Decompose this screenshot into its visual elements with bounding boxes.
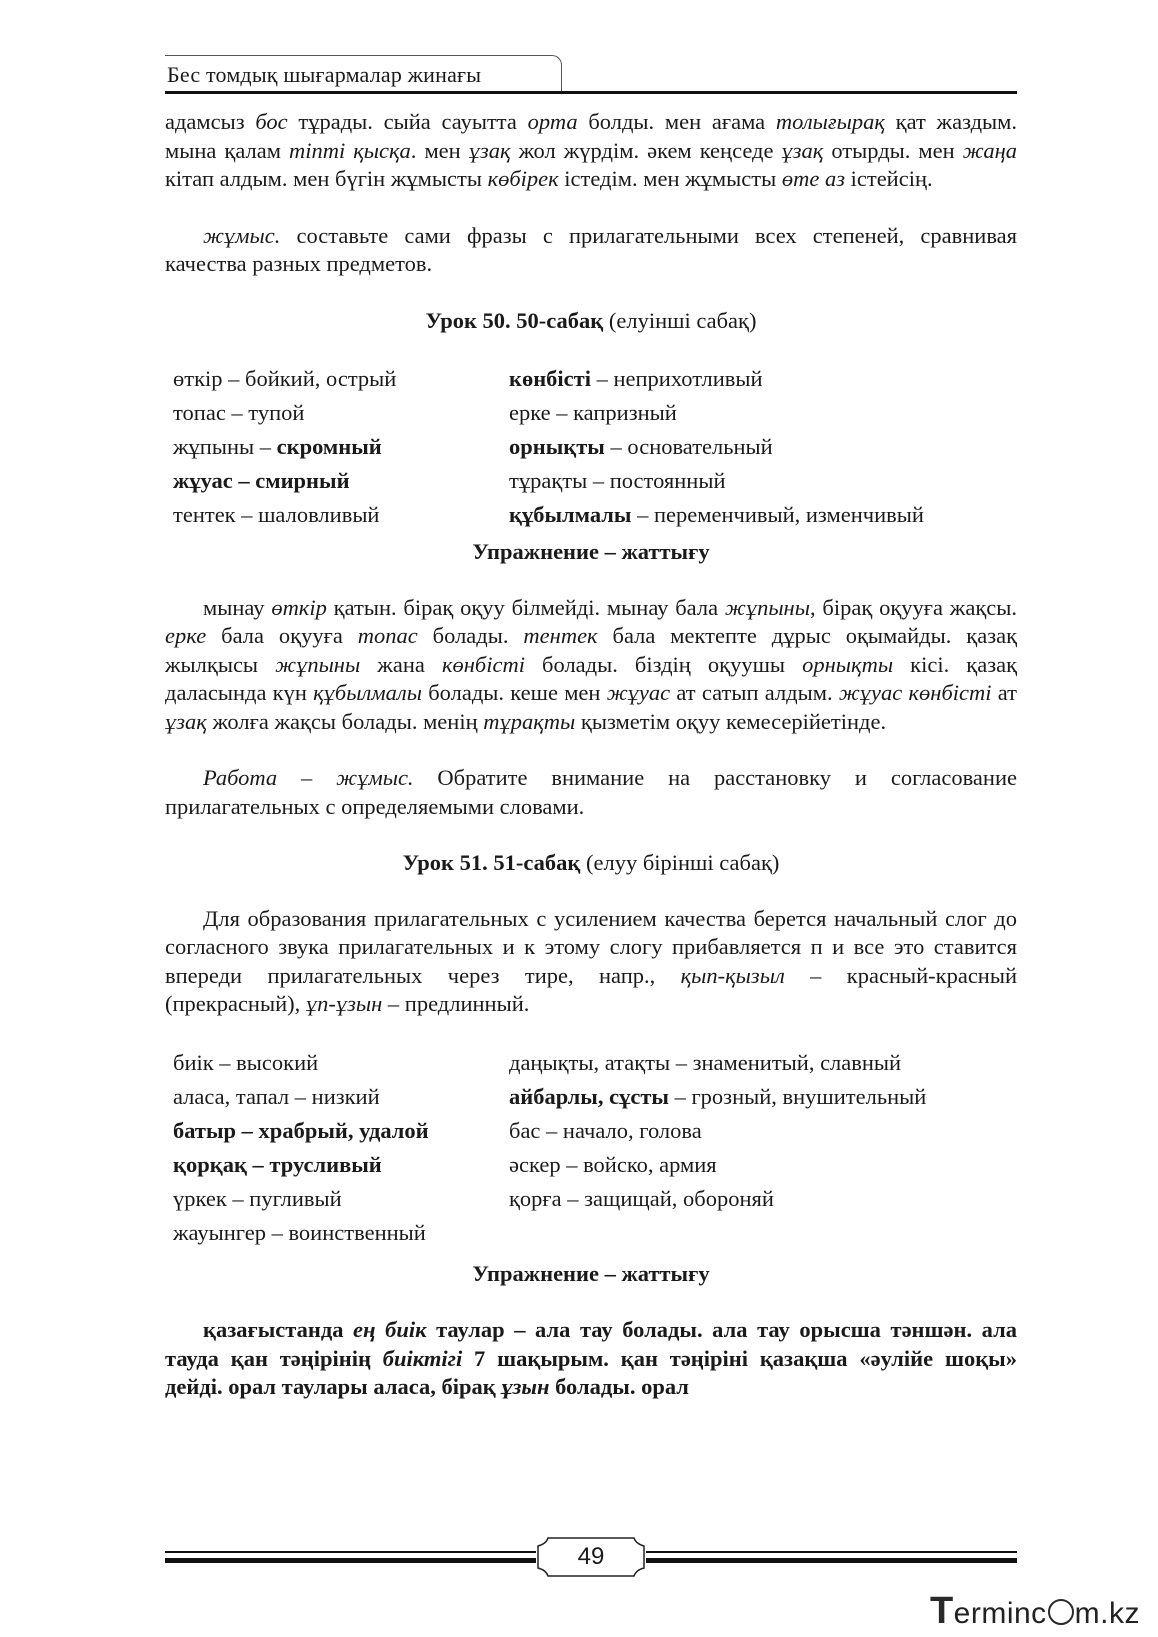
bold-text: жұуас – смирный: [173, 468, 350, 493]
vocab-entry: [509, 1216, 1025, 1250]
text-run: отырды. мен: [823, 137, 963, 163]
footer-rule-right-thin: [646, 1551, 1017, 1553]
lesson-50-heading: [165, 307, 1017, 336]
watermark-part-2: m.kz: [1074, 1597, 1140, 1630]
italic-term: көнбісті: [441, 651, 525, 677]
bold-italic-term: ең биік: [353, 1317, 427, 1342]
text-run: қат жаздым. мына қалам: [165, 109, 1017, 163]
italic-term: тұрақты: [483, 708, 576, 734]
text-run: ат: [991, 680, 1018, 705]
italic-term: өте аз: [781, 166, 845, 191]
vocabulary-list-lesson-50: [165, 362, 1017, 532]
bold-text: орнықты: [509, 434, 605, 459]
page-footer: [165, 1536, 1017, 1580]
text-run: кітап алдым. мен бүгін жұмысты: [165, 166, 488, 191]
text-run: Обратите внимание на расстановку и согласование прилагательных с определяемыми словами.: [165, 765, 1017, 819]
text-run: жана: [360, 651, 442, 677]
text-run: істедім. мен жұмысты: [558, 166, 782, 191]
italic-term: Работа – жұмыс.: [203, 765, 414, 790]
text-run: даңықты, атақты – знаменитый, славный: [509, 1049, 902, 1075]
bold-text: Упражнение – жаттығу: [472, 539, 710, 564]
bold-text: Упражнение – жаттығу: [472, 1260, 710, 1286]
text-run: – переменчивый, изменчивый: [631, 502, 924, 527]
text-run: жұпыны –: [173, 434, 277, 459]
text-run: болды. мен ағама: [577, 109, 776, 134]
text-run: тентек – шаловливый: [173, 502, 380, 527]
text-run: – основательный: [604, 434, 773, 459]
text-run: – предлинный.: [382, 991, 530, 1016]
text-run: қызметім оқуу кемесерійетінде.: [575, 708, 887, 734]
text-run: бас – начало, голова: [509, 1117, 702, 1143]
footer-rule-left-thick: [165, 1558, 536, 1563]
bold-italic-term: биіктігі: [382, 1345, 463, 1371]
text-run: тұрады. сыйа сауытта: [287, 109, 528, 134]
book-title: Бес томдық шығармалар жинағы: [167, 62, 482, 87]
paragraph-intensified-adjectives-rule: [165, 905, 1017, 1019]
text-run: тұрақты – постоянный: [509, 468, 726, 493]
text-run: жол жүрдім. әкем кеңседе: [510, 137, 782, 163]
vocab-entry: [173, 1182, 509, 1216]
bold-text: айбарлы, сұсты: [509, 1083, 669, 1109]
text-run: істейсің.: [845, 166, 933, 191]
text-run: ат сатып алдым.: [670, 680, 839, 705]
text-run: аласа, тапал – низкий: [173, 1083, 380, 1109]
italic-term: көбірек: [487, 166, 559, 191]
italic-term: жұуас көнбісті: [838, 680, 992, 705]
italic-term: жұпыны: [724, 594, 810, 620]
bold-text: 7 шақырым. қан тәңіріні қазақша «әулійе шоқы» дейді. орал таулары аласа, бірақ: [165, 1345, 1017, 1399]
italic-term: ұзақ: [781, 137, 824, 163]
vocab-entry: [509, 1114, 1025, 1148]
vocab-entry: [509, 1046, 1025, 1080]
italic-term: орта: [527, 109, 578, 134]
bold-text: Урок 51. 51-сабақ: [402, 850, 581, 875]
text-run: мынау: [203, 594, 272, 620]
page-number: 49: [577, 1543, 605, 1570]
text-run: – красный-красный (прекрасный),: [165, 962, 1018, 1016]
text-run: болады. кеше мен: [421, 680, 607, 705]
italic-term: тіпті қысқа: [289, 137, 411, 163]
vocab-entry: [509, 396, 1025, 430]
italic-term: өткір: [271, 594, 327, 620]
text-run: составьте сами фразы с прилагательными всех степеней, сравнивая качества разных предметов.: [165, 222, 1017, 276]
footer-rule-left-thin: [165, 1551, 536, 1553]
text-run: бала мектепте дұрыс оқымайды. қазақ жылқысы: [165, 623, 1018, 677]
running-header: [165, 50, 1017, 96]
text-run: (елуу бірінші сабақ): [580, 850, 780, 875]
text-run: болады. біздің оқуушы: [524, 651, 803, 677]
italic-term: топас: [357, 623, 418, 648]
italic-term: ұп-ұзын: [305, 991, 383, 1016]
text-run: – грозный, внушительный: [668, 1083, 927, 1109]
italic-term: жұуас: [606, 680, 671, 705]
watermark-prefix: T: [929, 1590, 954, 1632]
text-run: (елуінші сабақ): [603, 307, 757, 333]
italic-term: ерке: [165, 623, 207, 648]
text-run: үркек – пугливый: [173, 1185, 342, 1211]
vocab-entry: [173, 1148, 509, 1182]
text-run: Для образования прилагательных с усилением качества берется начальный слог до согласного звука прилагательных и к этому слогу прибавляется п и все это ставится впереди прилагательных через тире, напр.,: [165, 905, 1017, 988]
page-body: [165, 50, 1017, 1402]
paragraph-exercise-1-text: [165, 594, 1017, 737]
bold-text: қазағыстанда: [203, 1317, 354, 1342]
vocab-entry: [173, 464, 509, 498]
italic-term: толығырақ: [775, 109, 885, 134]
text-run: бала оқууға: [206, 623, 358, 648]
footer-rule-right-thick: [646, 1558, 1017, 1563]
header-rule: [165, 91, 1017, 94]
text-run: . мен: [410, 137, 469, 163]
lesson-51-heading: [165, 849, 1017, 878]
text-run: қатын. бірақ оқуу білмейді. мынау бала: [326, 594, 725, 620]
italic-term: ұзақ: [468, 137, 511, 163]
vocab-entry: [173, 1114, 509, 1148]
text-run: , бірақ оқууға жақсы.: [809, 594, 1017, 620]
bold-text: Урок 50. 50-сабақ: [425, 307, 604, 333]
vocab-entry: [173, 430, 509, 464]
vocab-entry: [173, 1080, 509, 1114]
bold-text: көнбісті: [509, 366, 591, 391]
vocab-entry: [509, 362, 1025, 396]
vocab-entry: [173, 396, 509, 430]
italic-term: ұзақ: [165, 708, 207, 734]
italic-term: құбылмалы: [313, 680, 422, 705]
text-run: ерке – капризный: [509, 400, 677, 425]
exercise-heading-2: [165, 1260, 1017, 1289]
italic-term: жұмыс.: [203, 222, 281, 248]
vocab-entry: [509, 1182, 1025, 1216]
text-run: болады.: [417, 623, 524, 648]
vocab-entry: [173, 362, 509, 396]
paragraph-task-compose: [165, 222, 1017, 279]
bold-text: құбылмалы: [509, 502, 632, 527]
italic-term: жұпыны: [275, 651, 361, 677]
vocab-entry: [173, 1216, 509, 1250]
text-run: – неприхотливый: [590, 366, 763, 391]
text-run: кісі. қазақ даласында күн: [165, 651, 1017, 705]
exercise-heading-1: [165, 538, 1017, 567]
vocab-entry: [509, 1148, 1025, 1182]
text-run: әскер – войско, армия: [509, 1151, 717, 1177]
vocab-entry: [509, 498, 1025, 532]
italic-term: тентек: [523, 623, 598, 648]
paragraph-work-note: [165, 764, 1017, 821]
italic-term: бос: [255, 109, 288, 134]
watermark-circle-icon: [1048, 1599, 1074, 1625]
bold-text: скромный: [276, 434, 382, 459]
italic-term: орнықты: [802, 651, 894, 677]
vocab-entry: [173, 498, 509, 532]
page-number-frame: [536, 1536, 646, 1578]
text-run: өткір – бойкий, острый: [173, 366, 397, 391]
bold-text: қорқақ – трусливый: [173, 1151, 382, 1177]
termincom-watermark: [930, 1590, 1140, 1633]
vocabulary-list-lesson-51: [165, 1046, 1017, 1250]
text-run: топас – тупой: [173, 400, 305, 425]
vocab-entry: [509, 464, 1025, 498]
vocab-entry: [509, 430, 1025, 464]
bold-italic-term: ұзын: [501, 1374, 550, 1399]
text-run: жолға жақсы болады. менің: [206, 708, 484, 734]
italic-term: қып-қызыл: [680, 962, 785, 988]
bold-text: таулар – ала тау болады. ала тау орысша тәншән. ала тауда қан тәңірінің: [165, 1317, 1017, 1371]
text-run: адамсыз: [165, 109, 256, 134]
text-run: қорға – защищай, обороняй: [509, 1185, 774, 1211]
italic-term: жаңа: [962, 137, 1017, 163]
text-run: биік – высокий: [173, 1049, 319, 1075]
paragraph-exercise-2-text: [165, 1316, 1017, 1402]
vocab-entry: [173, 1046, 509, 1080]
bold-text: болады. орал: [549, 1374, 689, 1399]
bold-text: батыр – храбрый, удалой: [173, 1117, 429, 1143]
vocab-entry: [509, 1080, 1025, 1114]
paragraph-adjectives-examples: [165, 108, 1017, 194]
text-run: жауынгер – воинственный: [173, 1219, 426, 1245]
watermark-part-1: erminc: [953, 1597, 1047, 1630]
